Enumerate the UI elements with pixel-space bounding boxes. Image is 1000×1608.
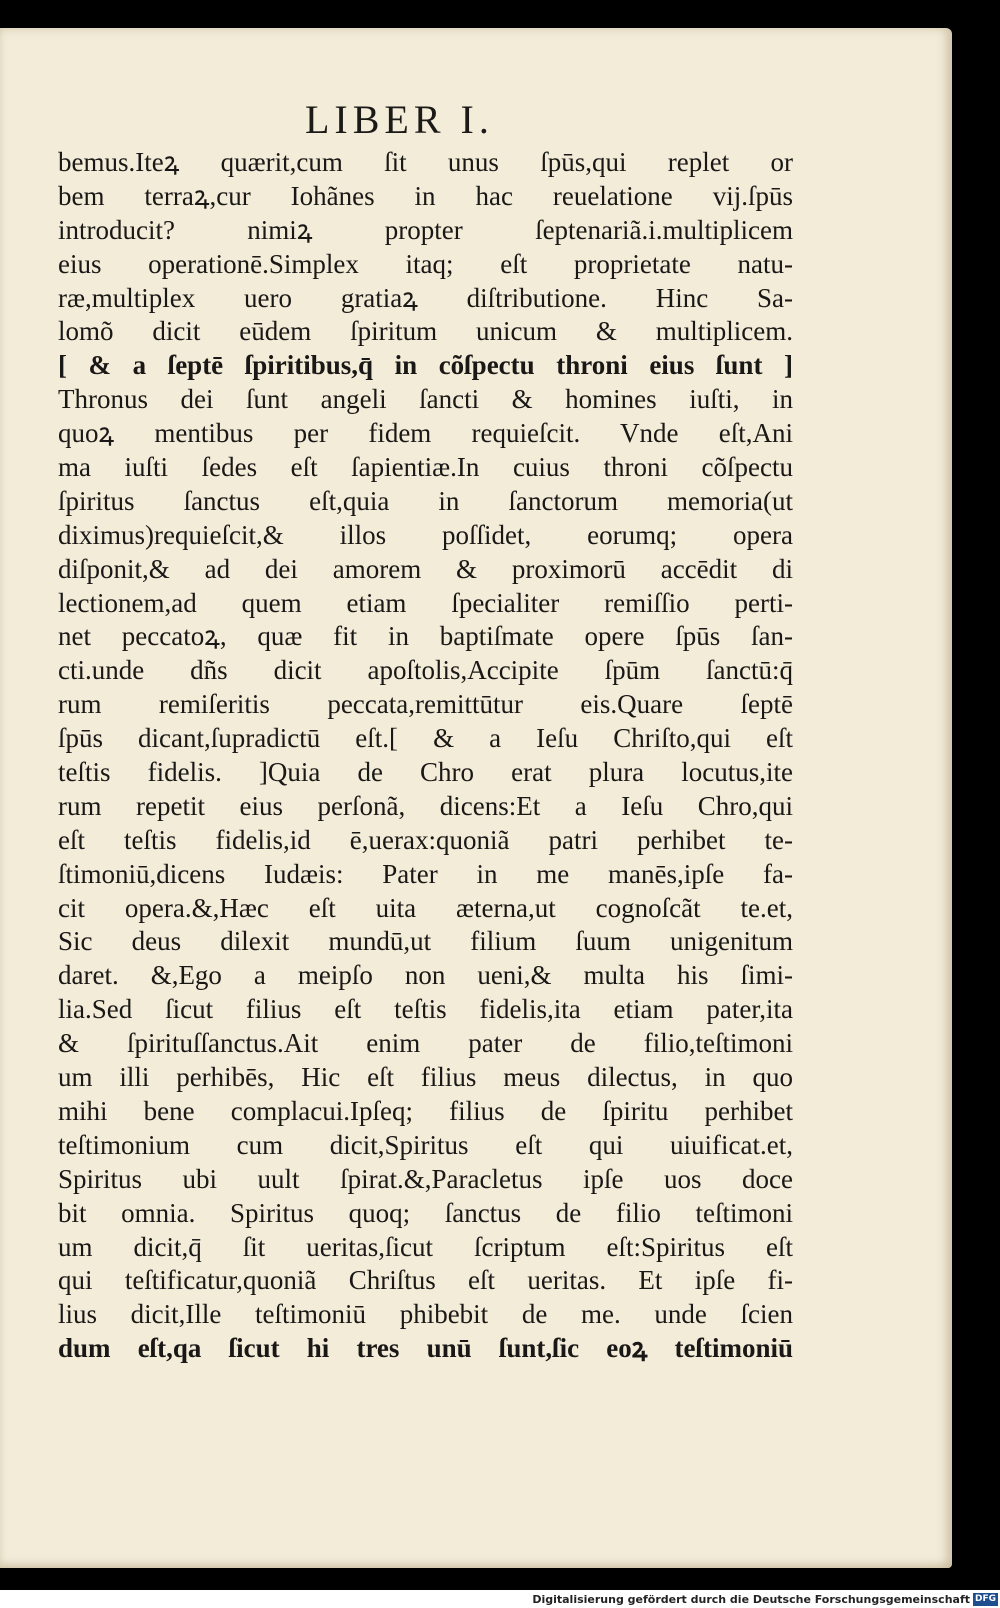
text-line: diſponit,& ad dei amorem & proximorū accēdit di: [58, 553, 793, 584]
text-line: ſpiritus ſanctus eſt,quia in ſanctorum memoria(ut: [58, 485, 793, 516]
footer-bar: [0, 1590, 1000, 1608]
text-line: rum repetit eius perſonã, dicens:Et a Ieſu Chro,qui: [58, 790, 793, 821]
text-line: teſtimonium cum dicit,Spiritus eſt qui uiuificat.et,: [58, 1129, 793, 1160]
text-block: [58, 146, 793, 1366]
text-line: daret. &,Ego a meipſo non ueni,& multa his ſimi-: [58, 960, 793, 991]
text-line: lomõ dicit eūdem ſpiritum unicum & multiplicem.: [58, 316, 793, 347]
text-line: diximus)requieſcit,& illos poſſidet, eorumq; opera: [58, 519, 793, 550]
text-line: bit omnia. Spiritus quoq; ſanctus de filio teſtimoni: [58, 1197, 793, 1228]
text-line: ſpūs dicant,ſupradictū eſt.[ & a Ieſu Chriſto,qui eſt: [58, 723, 793, 754]
text-line: Spiritus ubi uult ſpirat.&,Paracletus ipſe uos doce: [58, 1163, 793, 1194]
text-line: net peccatoꝝ, quæ fit in baptiſmate opere ſpūs ſan-: [58, 621, 793, 652]
text-line: eius operationē.Simplex itaq; eſt proprietate natu-: [58, 248, 793, 279]
dfg-logo: DFG: [974, 1594, 996, 1604]
text-line: teſtis fidelis. ]Quia de Chro erat plura locutus,ite: [58, 757, 793, 788]
text-line: ræ,multiplex uero gratiaꝝ diſtributione. Hinc Sa-: [58, 282, 793, 313]
text-line: dum eſt,qa ſicut hi tres unū ſunt,ſic eoꝝ teſtimoniū: [58, 1333, 793, 1364]
text-line: lia.Sed ſicut filius eſt teſtis fidelis,ita etiam pater,ita: [58, 994, 793, 1025]
text-line: Thronus dei ſunt angeli ſancti & homines iuſti, in: [58, 384, 793, 415]
text-line: eſt teſtis fidelis,id ē,uerax:quoniã patri perhibet te-: [58, 824, 793, 855]
text-line: ſtimoniū,dicens Iudæis: Pater in me manēs,ipſe fa-: [58, 858, 793, 889]
text-line: introducit? nimiꝝ propter ſeptenariã.i.multiplicem: [58, 214, 793, 245]
text-line: um dicit,q̄ ſit ueritas,ſicut ſcriptum eſt:Spiritus eſt: [58, 1231, 793, 1262]
text-line: & ſpirituſſanctus.Ait enim pater de filio,teſtimoni: [58, 1028, 793, 1059]
running-head: LIBER I.: [305, 97, 494, 142]
text-line: quoꝝ mentibus per fidem requieſcit. Vnde eſt,Ani: [58, 418, 793, 449]
text-line: ma iuſti ſedes eſt ſapientiæ.In cuius throni cõſpectu: [58, 452, 793, 483]
lemma-line: [ & a ſeptē ſpiritibus,q̄ in cõſpectu throni eius ſunt ]: [58, 350, 793, 381]
text-line: bemus.Iteꝝ quærit,cum ſit unus ſpūs,qui replet or: [58, 147, 793, 177]
text-line: rum remiſeritis peccata,remittūtur eis.Quare ſeptē: [58, 689, 793, 720]
text-line: cti.unde dñs dicit apoſtolis,Accipite ſpūm ſanctū:q̄: [58, 655, 793, 686]
funding-credit: Digitalisierung gefördert durch die Deutsche Forschungsgemeinschaft: [532, 1593, 970, 1606]
text-line: cit opera.&,Hæc eſt uita æterna,ut cognoſcãt te.et,: [58, 892, 793, 923]
text-line: um illi perhibēs, Hic eſt filius meus dilectus, in quo: [58, 1062, 793, 1093]
text-line: Sic deus dilexit mundū,ut filium ſuum unigenitum: [58, 926, 793, 957]
text-line: lius dicit,Ille teſtimoniū phibebit de me. unde ſcien: [58, 1299, 793, 1330]
text-line: mihi bene complacui.Ipſeq; filius de ſpiritu perhibet: [58, 1095, 793, 1126]
book-page: [0, 28, 952, 1568]
text-line: qui teſtificatur,quoniã Chriſtus eſt ueritas. Et ipſe fi-: [58, 1265, 793, 1296]
text-line: lectionem,ad quem etiam ſpecialiter remiſſio perti-: [58, 587, 793, 618]
text-line: bem terraꝝ,cur Iohãnes in hac reuelatione vij.ſpūs: [58, 180, 793, 211]
